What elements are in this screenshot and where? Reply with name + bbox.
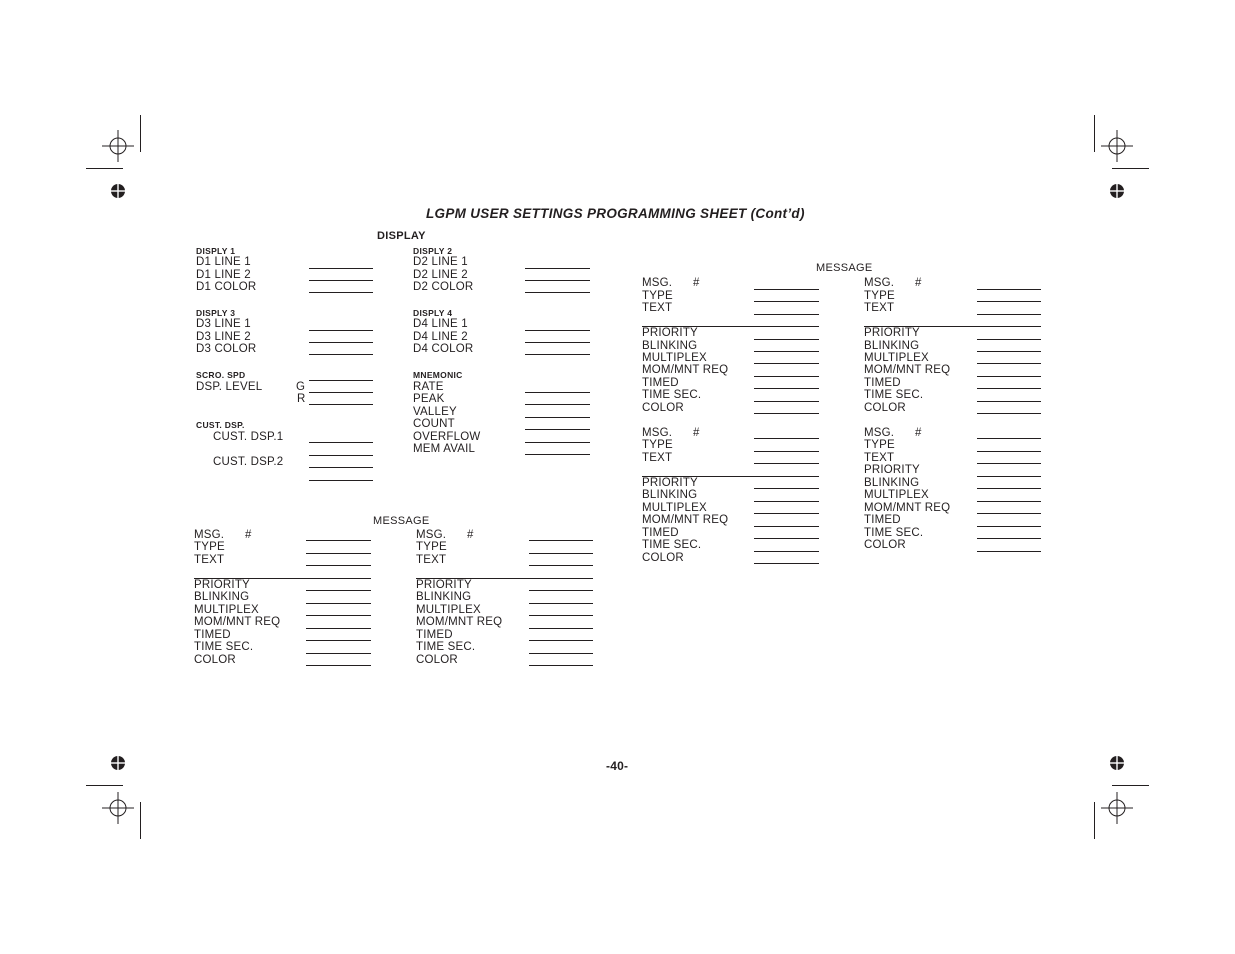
registration-mark-top-left bbox=[100, 128, 136, 164]
type-label: TYPE bbox=[416, 541, 447, 553]
priority-label: PRIORITY bbox=[864, 464, 920, 476]
count-blank[interactable] bbox=[525, 429, 590, 430]
blinking-blank[interactable] bbox=[754, 501, 819, 502]
time-sec-label: TIME SEC. bbox=[642, 539, 702, 551]
d3-line1-blank[interactable] bbox=[309, 330, 373, 331]
text-label: TEXT bbox=[642, 302, 673, 314]
multiplex-blank[interactable] bbox=[529, 615, 593, 616]
msg-number-blank[interactable] bbox=[754, 438, 819, 439]
display-2-header: DISPLY 2 bbox=[413, 246, 453, 256]
time-sec-blank[interactable] bbox=[754, 551, 819, 552]
blinking-blank[interactable] bbox=[977, 351, 1041, 352]
multiplex-label: MULTIPLEX bbox=[416, 604, 481, 616]
timed-blank[interactable] bbox=[977, 388, 1041, 389]
text-blank[interactable] bbox=[754, 463, 819, 464]
timed-label: TIMED bbox=[864, 377, 901, 389]
type-blank[interactable] bbox=[306, 553, 371, 554]
priority-label: PRIORITY bbox=[194, 579, 250, 591]
color-blank[interactable] bbox=[306, 665, 371, 666]
mom-mnt-req-blank[interactable] bbox=[529, 628, 593, 629]
time-sec-label: TIME SEC. bbox=[416, 641, 476, 653]
peak-label: PEAK bbox=[413, 393, 445, 405]
time-sec-blank[interactable] bbox=[977, 401, 1041, 402]
type-blank[interactable] bbox=[754, 451, 819, 452]
mom-mnt-req-label: MOM/MNT REQ bbox=[642, 514, 729, 526]
color-label: COLOR bbox=[642, 402, 684, 414]
mom-mnt-req-blank[interactable] bbox=[754, 526, 819, 527]
msg-number-blank[interactable] bbox=[529, 540, 593, 541]
msg-label: MSG. bbox=[416, 529, 447, 541]
d3-color-blank[interactable] bbox=[309, 354, 373, 355]
mom-mnt-req-label: MOM/MNT REQ bbox=[864, 364, 951, 376]
msg-number-label: # bbox=[915, 427, 922, 439]
text-label: TEXT bbox=[194, 554, 225, 566]
overflow-blank[interactable] bbox=[525, 442, 590, 443]
valley-blank[interactable] bbox=[525, 417, 590, 418]
priority-blank[interactable] bbox=[306, 590, 371, 591]
registration-mark-bottom-left bbox=[100, 790, 136, 826]
msg-label: MSG. bbox=[194, 529, 225, 541]
d1-line1-blank[interactable] bbox=[309, 268, 373, 269]
msg-number-blank[interactable] bbox=[754, 289, 819, 290]
crop-line bbox=[140, 802, 141, 839]
crop-line bbox=[1094, 802, 1095, 839]
mom-mnt-req-blank[interactable] bbox=[977, 513, 1041, 514]
time-sec-blank[interactable] bbox=[977, 538, 1041, 539]
multiplex-label: MULTIPLEX bbox=[642, 352, 707, 364]
target-mark-top-right bbox=[1109, 183, 1125, 199]
color-blank[interactable] bbox=[529, 665, 593, 666]
priority-label: PRIORITY bbox=[864, 327, 920, 339]
multiplex-blank[interactable] bbox=[977, 363, 1041, 364]
color-label: COLOR bbox=[416, 654, 458, 666]
text-label: TEXT bbox=[642, 452, 673, 464]
d3-line2-blank[interactable] bbox=[309, 342, 373, 343]
mom-mnt-req-blank[interactable] bbox=[977, 376, 1041, 377]
d4-line2-blank[interactable] bbox=[525, 342, 590, 343]
page-title: LGPM USER SETTINGS PROGRAMMING SHEET (Cont’d) bbox=[426, 206, 805, 221]
d4-line1-blank[interactable] bbox=[525, 330, 590, 331]
text-blank[interactable] bbox=[529, 565, 593, 566]
text-label: TEXT bbox=[864, 302, 895, 314]
priority-blank[interactable] bbox=[529, 590, 593, 591]
crop-line bbox=[140, 115, 141, 152]
dsp-level-label: DSP. LEVEL bbox=[196, 381, 263, 393]
time-sec-label: TIME SEC. bbox=[194, 641, 254, 653]
msg-label: MSG. bbox=[642, 277, 673, 289]
timed-blank[interactable] bbox=[754, 538, 819, 539]
multiplex-blank[interactable] bbox=[977, 501, 1041, 502]
type-blank[interactable] bbox=[529, 553, 593, 554]
time-sec-blank[interactable] bbox=[306, 653, 371, 654]
timed-label: TIMED bbox=[642, 377, 679, 389]
color-label: COLOR bbox=[864, 539, 906, 551]
mem-avail-label: MEM AVAIL bbox=[413, 443, 476, 455]
d2-line1-blank[interactable] bbox=[525, 268, 590, 269]
cust-dsp2-blank-a[interactable] bbox=[309, 467, 373, 468]
timed-blank[interactable] bbox=[529, 640, 593, 641]
text-blank[interactable] bbox=[977, 463, 1041, 464]
blinking-label: BLINKING bbox=[416, 591, 472, 603]
blinking-label: BLINKING bbox=[864, 340, 920, 352]
type-label: TYPE bbox=[864, 439, 895, 451]
msg-label: MSG. bbox=[864, 277, 895, 289]
cust-dsp1-blank-a[interactable] bbox=[309, 442, 373, 443]
multiplex-blank[interactable] bbox=[754, 513, 819, 514]
priority-label: PRIORITY bbox=[642, 327, 698, 339]
time-sec-blank[interactable] bbox=[529, 653, 593, 654]
multiplex-label: MULTIPLEX bbox=[194, 604, 259, 616]
cust-dsp1-blank-b[interactable] bbox=[309, 455, 373, 456]
overflow-label: OVERFLOW bbox=[413, 431, 481, 443]
mom-mnt-req-label: MOM/MNT REQ bbox=[642, 364, 729, 376]
message-heading-left: MESSAGE bbox=[373, 515, 430, 527]
color-blank[interactable] bbox=[977, 413, 1041, 414]
type-blank[interactable] bbox=[754, 301, 819, 302]
priority-blank[interactable] bbox=[977, 476, 1041, 477]
msg-number-label: # bbox=[467, 529, 474, 541]
type-label: TYPE bbox=[642, 290, 673, 302]
type-label: TYPE bbox=[194, 541, 225, 553]
display-1-header: DISPLY 1 bbox=[196, 246, 236, 256]
d4-color-blank[interactable] bbox=[525, 354, 590, 355]
color-blank[interactable] bbox=[977, 551, 1041, 552]
d2-color-blank[interactable] bbox=[525, 292, 590, 293]
color-blank[interactable] bbox=[754, 413, 819, 414]
priority-blank[interactable] bbox=[754, 339, 819, 340]
multiplex-label: MULTIPLEX bbox=[864, 352, 929, 364]
mom-mnt-req-label: MOM/MNT REQ bbox=[864, 502, 951, 514]
d2-line2-label: D2 LINE 2 bbox=[413, 269, 468, 281]
text-blank[interactable] bbox=[306, 565, 371, 566]
time-sec-label: TIME SEC. bbox=[642, 389, 702, 401]
text-label: TEXT bbox=[864, 452, 895, 464]
mom-mnt-req-label: MOM/MNT REQ bbox=[416, 616, 503, 628]
type-label: TYPE bbox=[642, 439, 673, 451]
crop-line bbox=[1094, 115, 1095, 152]
registration-mark-top-right bbox=[1099, 128, 1135, 164]
time-sec-label: TIME SEC. bbox=[864, 527, 924, 539]
text-label: TEXT bbox=[416, 554, 447, 566]
type-label: TYPE bbox=[864, 290, 895, 302]
priority-label: PRIORITY bbox=[642, 477, 698, 489]
dsp-level-g-label: G bbox=[296, 381, 306, 393]
d1-color-blank[interactable] bbox=[309, 292, 373, 293]
target-mark-bottom-right bbox=[1109, 755, 1125, 771]
timed-blank[interactable] bbox=[754, 388, 819, 389]
scroll-speed-header: SCRO. SPD bbox=[196, 370, 246, 380]
timed-label: TIMED bbox=[642, 527, 679, 539]
timed-blank[interactable] bbox=[977, 526, 1041, 527]
display-heading: DISPLAY bbox=[377, 230, 426, 242]
timed-label: TIMED bbox=[416, 629, 453, 641]
blinking-blank[interactable] bbox=[306, 603, 371, 604]
crop-line bbox=[1112, 785, 1149, 786]
blinking-blank[interactable] bbox=[529, 603, 593, 604]
priority-blank[interactable] bbox=[754, 488, 819, 489]
rate-blank[interactable] bbox=[525, 392, 590, 393]
message-heading-right: MESSAGE bbox=[816, 262, 873, 274]
cust-dsp2-label: CUST. DSP.2 bbox=[213, 456, 284, 468]
page-number: -40- bbox=[606, 759, 629, 773]
timed-label: TIMED bbox=[864, 514, 901, 526]
mom-mnt-req-blank[interactable] bbox=[306, 628, 371, 629]
dsp-level-r-label: R bbox=[297, 393, 306, 405]
valley-label: VALLEY bbox=[413, 406, 457, 418]
crop-line bbox=[1112, 168, 1149, 169]
mem-avail-blank[interactable] bbox=[525, 454, 590, 455]
d2-line1-label: D2 LINE 1 bbox=[413, 256, 468, 268]
target-mark-bottom-left bbox=[110, 755, 126, 771]
peak-blank[interactable] bbox=[525, 404, 590, 405]
d1-line1-label: D1 LINE 1 bbox=[196, 256, 251, 268]
display-4-header: DISPLY 4 bbox=[413, 308, 453, 318]
msg-number-label: # bbox=[693, 277, 700, 289]
color-blank[interactable] bbox=[754, 563, 819, 564]
multiplex-blank[interactable] bbox=[754, 363, 819, 364]
msg-number-label: # bbox=[245, 529, 252, 541]
d3-line2-label: D3 LINE 2 bbox=[196, 331, 251, 343]
d4-line1-label: D4 LINE 1 bbox=[413, 318, 468, 330]
registration-mark-bottom-right bbox=[1099, 790, 1135, 826]
blinking-blank[interactable] bbox=[977, 488, 1041, 489]
type-blank[interactable] bbox=[977, 301, 1041, 302]
time-sec-blank[interactable] bbox=[754, 401, 819, 402]
rate-label: RATE bbox=[413, 381, 444, 393]
scroll-speed-blank[interactable] bbox=[309, 380, 373, 381]
timed-label: TIMED bbox=[194, 629, 231, 641]
msg-number-blank[interactable] bbox=[977, 438, 1041, 439]
count-label: COUNT bbox=[413, 418, 455, 430]
text-blank[interactable] bbox=[754, 314, 819, 315]
msg-number-blank[interactable] bbox=[977, 289, 1041, 290]
mom-mnt-req-blank[interactable] bbox=[754, 376, 819, 377]
blinking-label: BLINKING bbox=[194, 591, 250, 603]
text-blank[interactable] bbox=[977, 314, 1041, 315]
blinking-blank[interactable] bbox=[754, 351, 819, 352]
multiplex-label: MULTIPLEX bbox=[864, 489, 929, 501]
mom-mnt-req-label: MOM/MNT REQ bbox=[194, 616, 281, 628]
display-3-header: DISPLY 3 bbox=[196, 308, 236, 318]
cust-dsp2-blank-b[interactable] bbox=[309, 480, 373, 481]
multiplex-label: MULTIPLEX bbox=[642, 502, 707, 514]
color-label: COLOR bbox=[864, 402, 906, 414]
d4-line2-label: D4 LINE 2 bbox=[413, 331, 468, 343]
msg-label: MSG. bbox=[864, 427, 895, 439]
blinking-label: BLINKING bbox=[642, 340, 698, 352]
dsp-level-r-blank[interactable] bbox=[309, 404, 373, 405]
priority-label: PRIORITY bbox=[416, 579, 472, 591]
timed-blank[interactable] bbox=[306, 640, 371, 641]
time-sec-label: TIME SEC. bbox=[864, 389, 924, 401]
msg-number-blank[interactable] bbox=[306, 540, 371, 541]
custom-display-header: CUST. DSP. bbox=[196, 420, 245, 430]
msg-number-label: # bbox=[915, 277, 922, 289]
d1-color-label: D1 COLOR bbox=[196, 281, 257, 293]
crop-line bbox=[86, 168, 123, 169]
d1-line2-label: D1 LINE 2 bbox=[196, 269, 251, 281]
mnemonic-header: MNEMONIC bbox=[413, 370, 463, 380]
type-blank[interactable] bbox=[977, 451, 1041, 452]
multiplex-blank[interactable] bbox=[306, 615, 371, 616]
color-label: COLOR bbox=[642, 552, 684, 564]
dsp-level-g-blank[interactable] bbox=[309, 392, 373, 393]
d3-color-label: D3 COLOR bbox=[196, 343, 257, 355]
target-mark-top-left bbox=[110, 183, 126, 199]
d4-color-label: D4 COLOR bbox=[413, 343, 474, 355]
blinking-label: BLINKING bbox=[864, 477, 920, 489]
msg-label: MSG. bbox=[642, 427, 673, 439]
d2-line2-blank[interactable] bbox=[525, 280, 590, 281]
crop-line bbox=[86, 785, 123, 786]
d3-line1-label: D3 LINE 1 bbox=[196, 318, 251, 330]
priority-blank[interactable] bbox=[977, 339, 1041, 340]
color-label: COLOR bbox=[194, 654, 236, 666]
blinking-label: BLINKING bbox=[642, 489, 698, 501]
cust-dsp1-label: CUST. DSP.1 bbox=[213, 431, 284, 443]
msg-number-label: # bbox=[693, 427, 700, 439]
d1-line2-blank[interactable] bbox=[309, 280, 373, 281]
d2-color-label: D2 COLOR bbox=[413, 281, 474, 293]
